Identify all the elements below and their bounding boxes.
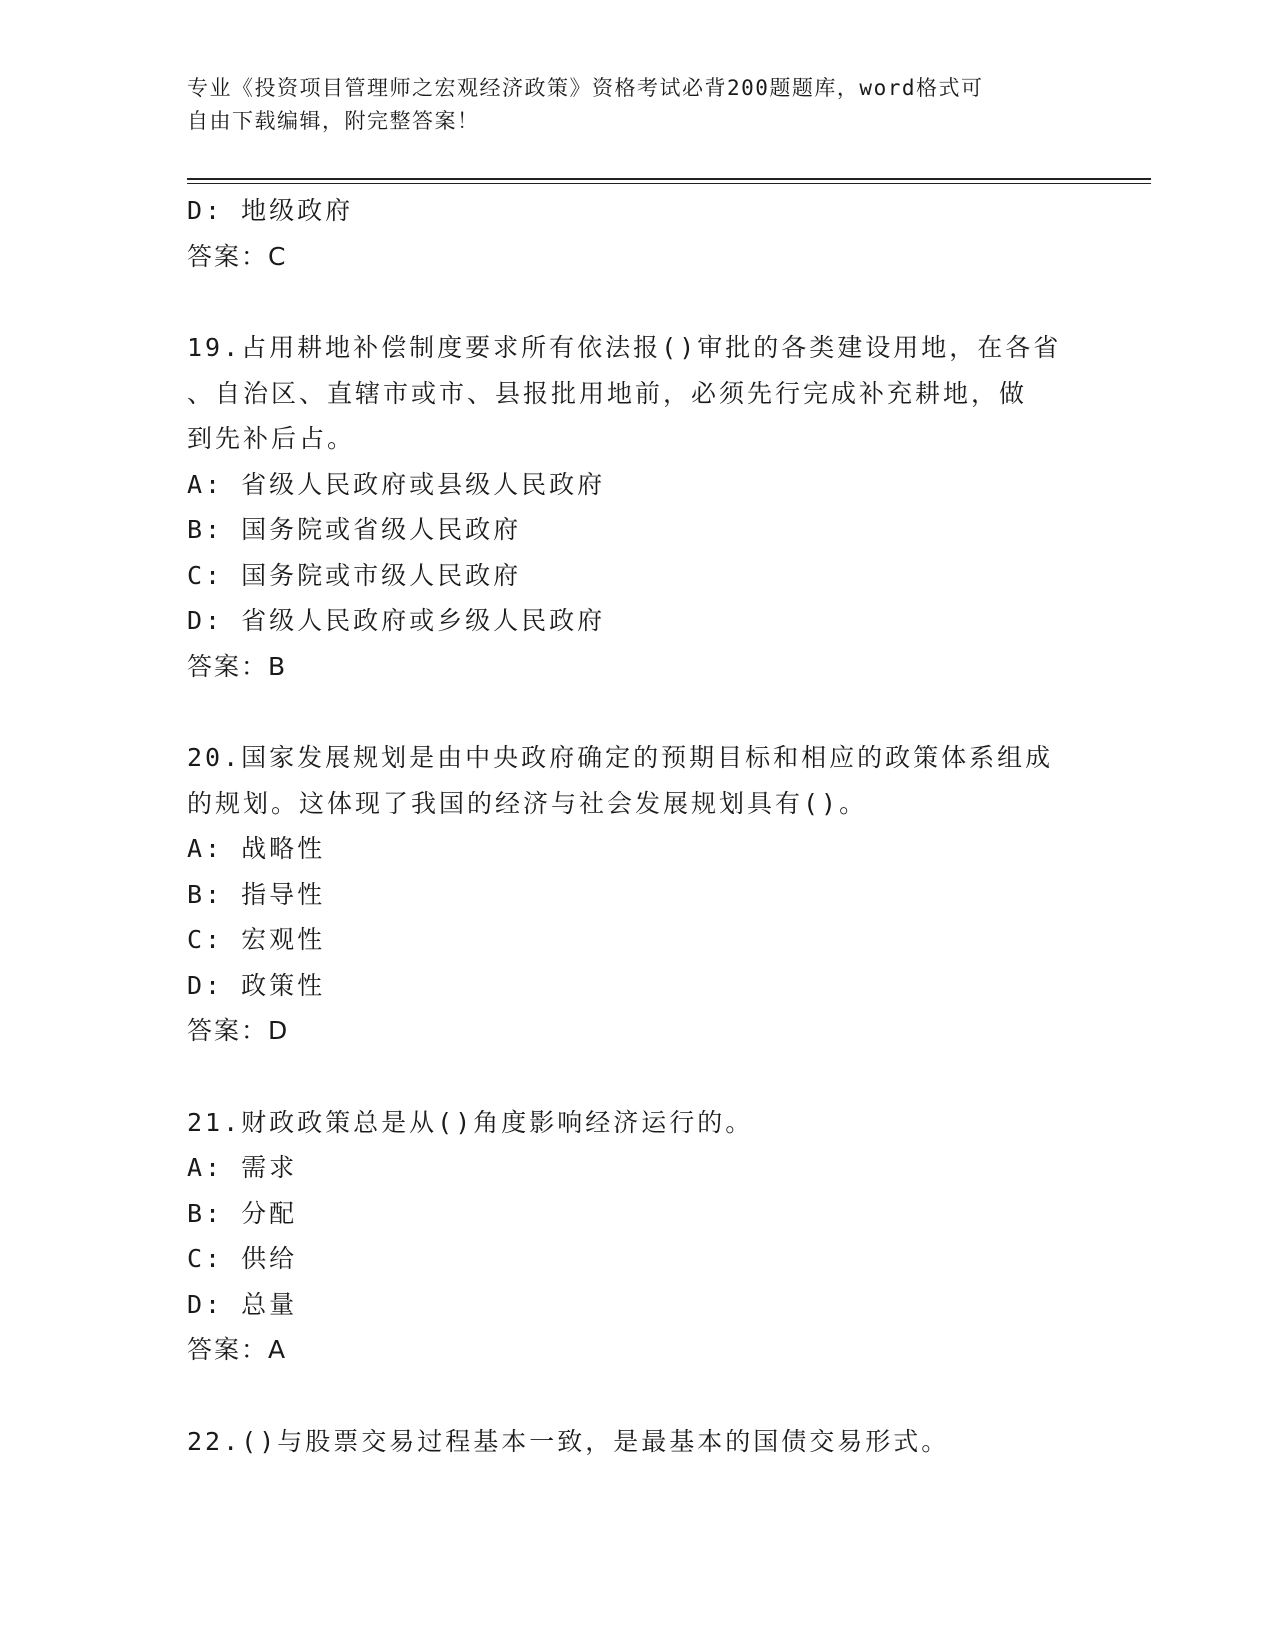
option-a: A: 需求 bbox=[187, 1153, 298, 1182]
option-d: D: 地级政府 bbox=[187, 196, 354, 225]
answer-line: 答案：D bbox=[187, 1016, 290, 1045]
option-c: C: 供给 bbox=[187, 1244, 298, 1273]
option-d: D: 总量 bbox=[187, 1289, 298, 1319]
question-stem-line: 19.占用耕地补偿制度要求所有依法报()审批的各类建设用地，在各省 bbox=[187, 333, 1062, 362]
question-stem-line: 22.()与股票交易过程基本一致，是最基本的国债交易形式。 bbox=[187, 1426, 950, 1456]
option-b: B: 指导性 bbox=[187, 879, 326, 909]
header-rule-thin bbox=[187, 183, 1151, 184]
option-a: A: 省级人民政府或县级人民政府 bbox=[187, 469, 606, 499]
spacer bbox=[187, 1054, 1087, 1100]
question-stem-line: 21.财政政策总是从()角度影响经济运行的。 bbox=[187, 1107, 754, 1137]
question-19 bbox=[187, 325, 1087, 689]
option-b: B: 国务院或省级人民政府 bbox=[187, 515, 522, 544]
option-b: B: 分配 bbox=[187, 1198, 298, 1228]
header-line-2: 自由下载编辑，附完整答案！ bbox=[187, 109, 480, 133]
question-22 bbox=[187, 1419, 1087, 1465]
spacer bbox=[187, 1373, 1087, 1419]
question-stem-line: 、自治区、直辖市或市、县报批用地前，必须先行完成补充耕地，做 bbox=[187, 378, 1028, 408]
question-21 bbox=[187, 1100, 1087, 1373]
question-20 bbox=[187, 735, 1087, 1054]
answer-line: 答案：B bbox=[187, 651, 288, 681]
option-d: D: 政策性 bbox=[187, 970, 326, 1000]
option-c: C: 国务院或市级人民政府 bbox=[187, 560, 522, 590]
spacer bbox=[187, 279, 1087, 325]
option-a: A: 战略性 bbox=[187, 834, 326, 863]
header-line-1: 专业《投资项目管理师之宏观经济政策》资格考试必背200题题库，word格式可 bbox=[187, 76, 984, 100]
question-stem-line: 的规划。这体现了我国的经济与社会发展规划具有()。 bbox=[187, 788, 868, 818]
question-stem-line: 20.国家发展规划是由中央政府确定的预期目标和相应的政策体系组成 bbox=[187, 743, 1054, 772]
answer-line: 答案：A bbox=[187, 1335, 288, 1364]
answer-line: 答案：C bbox=[187, 241, 288, 271]
page-header bbox=[187, 72, 1087, 138]
spacer bbox=[187, 689, 1087, 735]
option-d: D: 省级人民政府或乡级人民政府 bbox=[187, 606, 606, 635]
question-content bbox=[187, 188, 1087, 1464]
question-stem-line: 到先补后占。 bbox=[187, 424, 356, 453]
header-rule-thick bbox=[187, 178, 1151, 180]
option-c: C: 宏观性 bbox=[187, 925, 326, 954]
